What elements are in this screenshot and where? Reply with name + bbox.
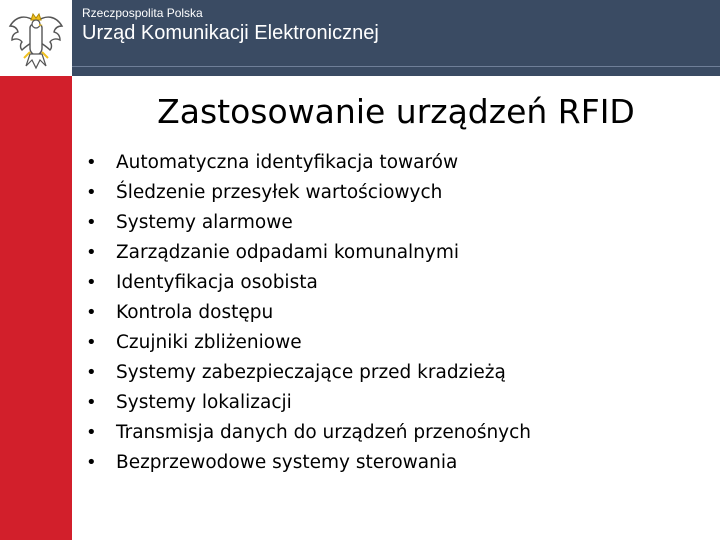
header-title: Urząd Komunikacji Elektronicznej [82, 22, 379, 44]
bullet-item [86, 328, 531, 358]
bullet-item [86, 148, 531, 178]
bullet-text: Bezprzewodowe systemy sterowania [116, 452, 458, 473]
bullet-text: Systemy lokalizacji [116, 392, 292, 413]
header-subtitle: Rzeczpospolita Polska [82, 6, 203, 20]
bullet-dot-icon: • [86, 302, 97, 323]
bullet-item [86, 178, 531, 208]
bullet-item [86, 268, 531, 298]
bullet-dot-icon: • [86, 272, 97, 293]
bullet-text: Identyfikacja osobista [116, 272, 318, 293]
bullet-text: Transmisja danych do urządzeń przenośnych [116, 422, 532, 443]
bullet-item [86, 388, 531, 418]
bullet-dot-icon: • [86, 362, 97, 383]
polish-eagle-icon [8, 8, 64, 70]
emblem-box [0, 0, 72, 76]
bullet-text: Czujniki zbliżeniowe [116, 332, 302, 353]
header-bar [72, 0, 720, 76]
bullet-dot-icon: • [86, 242, 97, 263]
bullet-dot-icon: • [86, 182, 97, 203]
bullet-text: Kontrola dostępu [116, 302, 274, 323]
bullet-item [86, 238, 531, 268]
bullet-text: Systemy alarmowe [116, 212, 293, 233]
bullet-text: Zarządzanie odpadami komunalnymi [116, 242, 459, 263]
bullet-dot-icon: • [86, 392, 97, 413]
slide-title: Zastosowanie urządzeń RFID [157, 92, 635, 131]
bullet-dot-icon: • [86, 212, 97, 233]
bullet-item [86, 358, 531, 388]
bullet-dot-icon: • [86, 452, 97, 473]
bullet-dot-icon: • [86, 422, 97, 443]
bullet-list [86, 148, 532, 478]
bullet-dot-icon: • [86, 332, 97, 353]
bullet-item [86, 298, 531, 328]
red-side-bar [0, 0, 72, 540]
bullet-item [86, 208, 531, 238]
bullet-item [86, 448, 531, 478]
bullet-text: Śledzenie przesyłek wartościowych [116, 182, 443, 203]
bullet-text: Automatyczna identyfikacja towarów [116, 152, 459, 173]
bullet-item [86, 418, 532, 448]
bullet-dot-icon: • [86, 152, 97, 173]
bullet-text: Systemy zabezpieczające przed kradzieżą [116, 362, 506, 383]
header-divider [72, 66, 720, 67]
